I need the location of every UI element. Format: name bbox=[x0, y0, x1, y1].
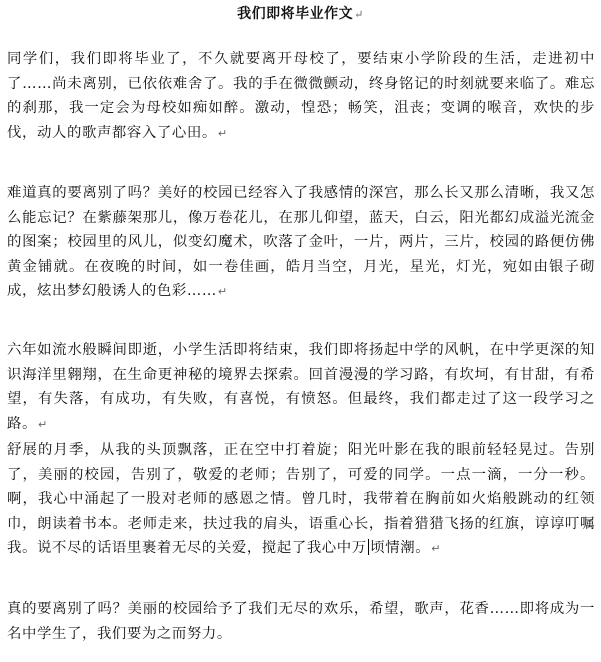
paragraph-4[interactable] bbox=[7, 438, 595, 562]
paragraph-4-text-before-cursor: 舒展的月季，从我的头顶飘落，正在空中打着旋；阳光叶影在我的眼前轻轻晃过。告别了，美丽的校园，告别了，敬爱的老师；告别了，可爱的同学。一点一滴，一分一秒。啊，我心中涌起了一股对老师的感恩之情。曾几时，我带着在胸前如火焰般跳动的红领巾，朗读着书本。老师走来，扶过我的肩头，语重心长，指着猎猎飞扬的红旗，谆谆叮嘱我。说不尽的话语里裹着无尽的关爱，搅起了我心中万 bbox=[7, 442, 595, 556]
paragraph-1[interactable] bbox=[7, 47, 595, 146]
paragraph-3-text: 六年如流水般瞬间即逝，小学生活即将结束，我们即将扬起中学的风帆，在中学更深的知识海洋里翱翔，在生命更神秘的境界去探索。回首漫漫的学习路，有坎坷，有甘甜，有希望，有失落，有成功，有失败，有喜悦，有愤怒。但最终，我们都走过了这一段学习之路。 bbox=[7, 342, 595, 432]
paragraph-2-text: 难道真的要离别了吗？美好的校园已经容入了我感情的深宫，那么长又那么清晰，我又怎么能忘记？在紫藤架那儿，像万卷花儿，在那儿仰望，蓝天，白云，阳光都幻成溢光流金的图案；校园里的风儿，似变幻魔术，吹落了金叶，一片，两片，三片，校园的路便仿佛黄金铺就。在夜晚的时间，如一卷佳画，皓月当空，月光，星光，灯光，宛如由银子砌成，炫出梦幻般诱人的色彩…… bbox=[7, 185, 595, 299]
paragraph-4-text-after-cursor: 顷情潮。 bbox=[370, 540, 431, 556]
document-title-row bbox=[0, 4, 601, 25]
paragraph-5-text: 真的要离别了吗？美丽的校园给予了我们无尽的欢乐，希望，歌声，花香……即将成为一名中学生了，我们要为之而努力。 bbox=[7, 601, 595, 642]
paragraph-5[interactable] bbox=[7, 597, 595, 646]
paragraph-2[interactable] bbox=[7, 181, 595, 305]
paragraph-mark-icon: ↵ bbox=[37, 417, 48, 431]
paragraph-mark-icon: ↵ bbox=[431, 542, 442, 555]
paragraph-mark-icon: ↵ bbox=[217, 285, 228, 298]
paragraph-mark-icon: ↵ bbox=[354, 8, 364, 21]
paragraph-1-text: 同学们，我们即将毕业了，不久就要离开母校了，要结束小学阶段的生活，走进初中了……尚未离别，已依依难舍了。我的手在微微颤动，终身铭记的时刻就要来临了。难忘的刹那，我一定会为母校如痴如醉。激动，惶恐；畅笑，沮丧；变调的喉音，欢快的步伐，动人的歌声都容入了心田。 bbox=[7, 51, 595, 141]
paragraph-mark-icon: ↵ bbox=[217, 126, 228, 140]
paragraph-3[interactable] bbox=[7, 338, 595, 437]
document-title: 我们即将毕业作文 bbox=[237, 6, 354, 22]
